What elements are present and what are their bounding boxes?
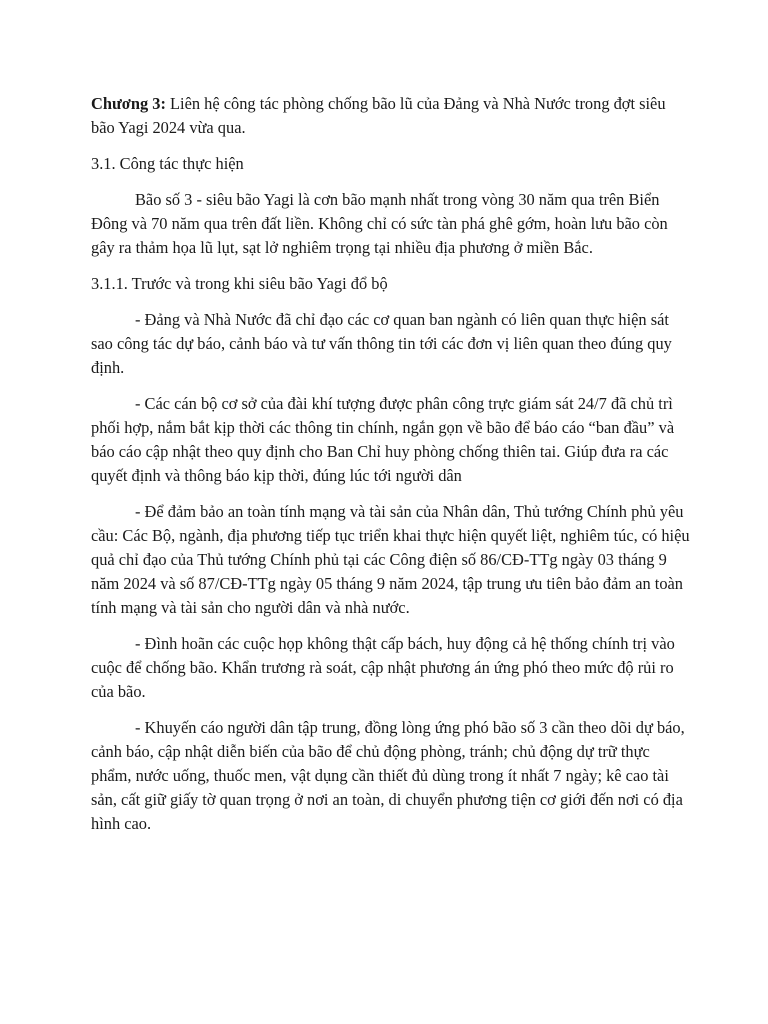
bullet-paragraph: - Để đảm bảo an toàn tính mạng và tài sản của Nhân dân, Thủ tướng Chính phủ yêu cầu: Các Bộ, ngành, địa phương tiếp tục triển khai thực hiện quyết liệt, nghiêm túc, có hiệu quả chỉ đạo của Thủ tướng Chính phủ tại các Công điện số 86/CĐ-TTg ngày 03 tháng 9 năm 2024 và số 87/CĐ-TTg ngày 05 tháng 9 năm 2024, tập trung ưu tiên bảo đảm an toàn tính mạng và tài sản cho người dân và nhà nước. [91,502,690,617]
document-body [91,92,691,848]
bullet-paragraph: - Đảng và Nhà Nước đã chỉ đạo các cơ quan ban ngành có liên quan thực hiện sát sao công tác dự báo, cảnh báo và tư vấn thông tin tới các đơn vị liên quan theo đúng quy định. [91,310,672,377]
chapter-heading [91,92,691,140]
chapter-label: Chương 3: [91,94,166,113]
subsection-heading: 3.1.1. Trước và trong khi siêu bão Yagi đổ bộ [91,274,388,293]
bullet-paragraph: - Đình hoãn các cuộc họp không thật cấp bách, huy động cả hệ thống chính trị vào cuộc để chống bão. Khẩn trương rà soát, cập nhật phương án ứng phó theo mức độ rủi ro của bão. [91,634,675,701]
section-heading: 3.1. Công tác thực hiện [91,154,244,173]
intro-paragraph: Bão số 3 - siêu bão Yagi là cơn bão mạnh nhất trong vòng 30 năm qua trên Biển Đông và 70 năm qua trên đất liền. Không chỉ có sức tàn phá ghê gớm, hoàn lưu bão còn gây ra thảm họa lũ lụt, sạt lở nghiêm trọng tại nhiều địa phương ở miền Bắc. [91,190,668,257]
bullet-paragraph: - Các cán bộ cơ sở của đài khí tượng được phân công trực giám sát 24/7 đã chủ trì phối hợp, nắm bắt kịp thời các thông tin chính, ngắn gọn về bão để báo cáo “ban đầu” và báo cáo cập nhật theo quy định cho Ban Chỉ huy phòng chống thiên tai. Giúp đưa ra các quyết định và thông báo kịp thời, đúng lúc tới người dân [91,394,675,485]
chapter-title: Liên hệ công tác phòng chống bão lũ của Đảng và Nhà Nước trong đợt siêu bão Yagi 2024 vừa qua. [91,94,666,137]
bullet-paragraph: - Khuyến cáo người dân tập trung, đồng lòng ứng phó bão số 3 cần theo dõi dự báo, cảnh báo, cập nhật diễn biến của bão để chủ động phòng, tránh; chủ động dự trữ thực phẩm, nước uống, thuốc men, vật dụng cần thiết đủ dùng trong ít nhất 7 ngày; kê cao tài sản, cất giữ giấy tờ quan trọng ở nơi an toàn, di chuyển phương tiện cơ giới đến nơi có địa hình cao. [91,718,685,833]
